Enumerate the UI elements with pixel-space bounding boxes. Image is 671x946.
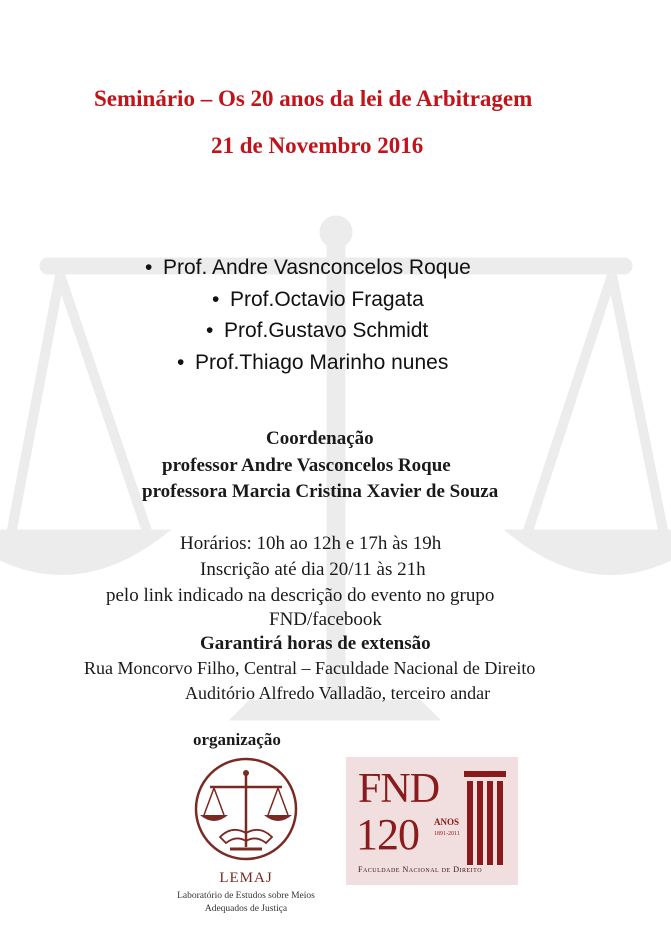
list-item (145, 256, 471, 280)
registration-text: Inscrição até dia 20/11 às 21h (200, 559, 426, 580)
coordinator-name: professor Andre Vasconcelos Roque (162, 455, 451, 476)
coordination-heading: Coordenação (266, 428, 374, 449)
lemaj-name: LEMAJ (219, 870, 273, 886)
seminar-date: 21 de Novembro 2016 (211, 133, 424, 158)
extension-text: Garantirá horas de extensão (200, 633, 431, 654)
schedule-text: Horários: 10h ao 12h e 17h às 19h (180, 533, 442, 554)
fnd-years: 1891-2011 (434, 831, 460, 837)
list-item (177, 351, 448, 375)
group-text: FND/facebook (269, 609, 382, 630)
list-item (206, 319, 428, 343)
bullet-icon: • (145, 256, 153, 279)
organization-label: organização (193, 730, 281, 749)
bullet-icon: • (212, 288, 220, 311)
list-item (212, 288, 424, 312)
lemaj-description: Adequados de Justiça (204, 904, 288, 914)
bullet-icon: • (177, 351, 185, 374)
fnd-name: FND (358, 766, 440, 812)
coordinator-name: professora Marcia Cristina Xavier de Souza (142, 481, 499, 502)
fnd-anos: ANOS (434, 817, 460, 827)
bullet-icon: • (206, 319, 214, 342)
address-text: Rua Moncorvo Filho, Central – Faculdade Nacional de Direito (84, 658, 536, 678)
speaker-name: Prof.Octavio Fragata (230, 288, 424, 311)
speaker-name: Prof.Thiago Marinho nunes (195, 351, 449, 374)
lemaj-emblem-icon (170, 755, 322, 867)
speaker-name: Prof.Gustavo Schmidt (224, 319, 429, 342)
lemaj-description: Laboratório de Estudos sobre Meios (177, 891, 315, 901)
seminar-title: Seminário – Os 20 anos da lei de Arbitragem (94, 86, 533, 111)
link-text: pelo link indicado na descrição do evento no grupo (106, 585, 495, 606)
fnd-subtitle: Faculdade Nacional de Direito (358, 865, 483, 874)
lemaj-logo (170, 755, 322, 915)
building-columns-icon (464, 771, 506, 871)
room-text: Auditório Alfredo Valladão, terceiro andar (185, 683, 491, 703)
fnd-number: 120 (356, 810, 419, 859)
fnd-logo (346, 757, 518, 885)
speaker-name: Prof. Andre Vasnconcelos Roque (163, 256, 471, 279)
